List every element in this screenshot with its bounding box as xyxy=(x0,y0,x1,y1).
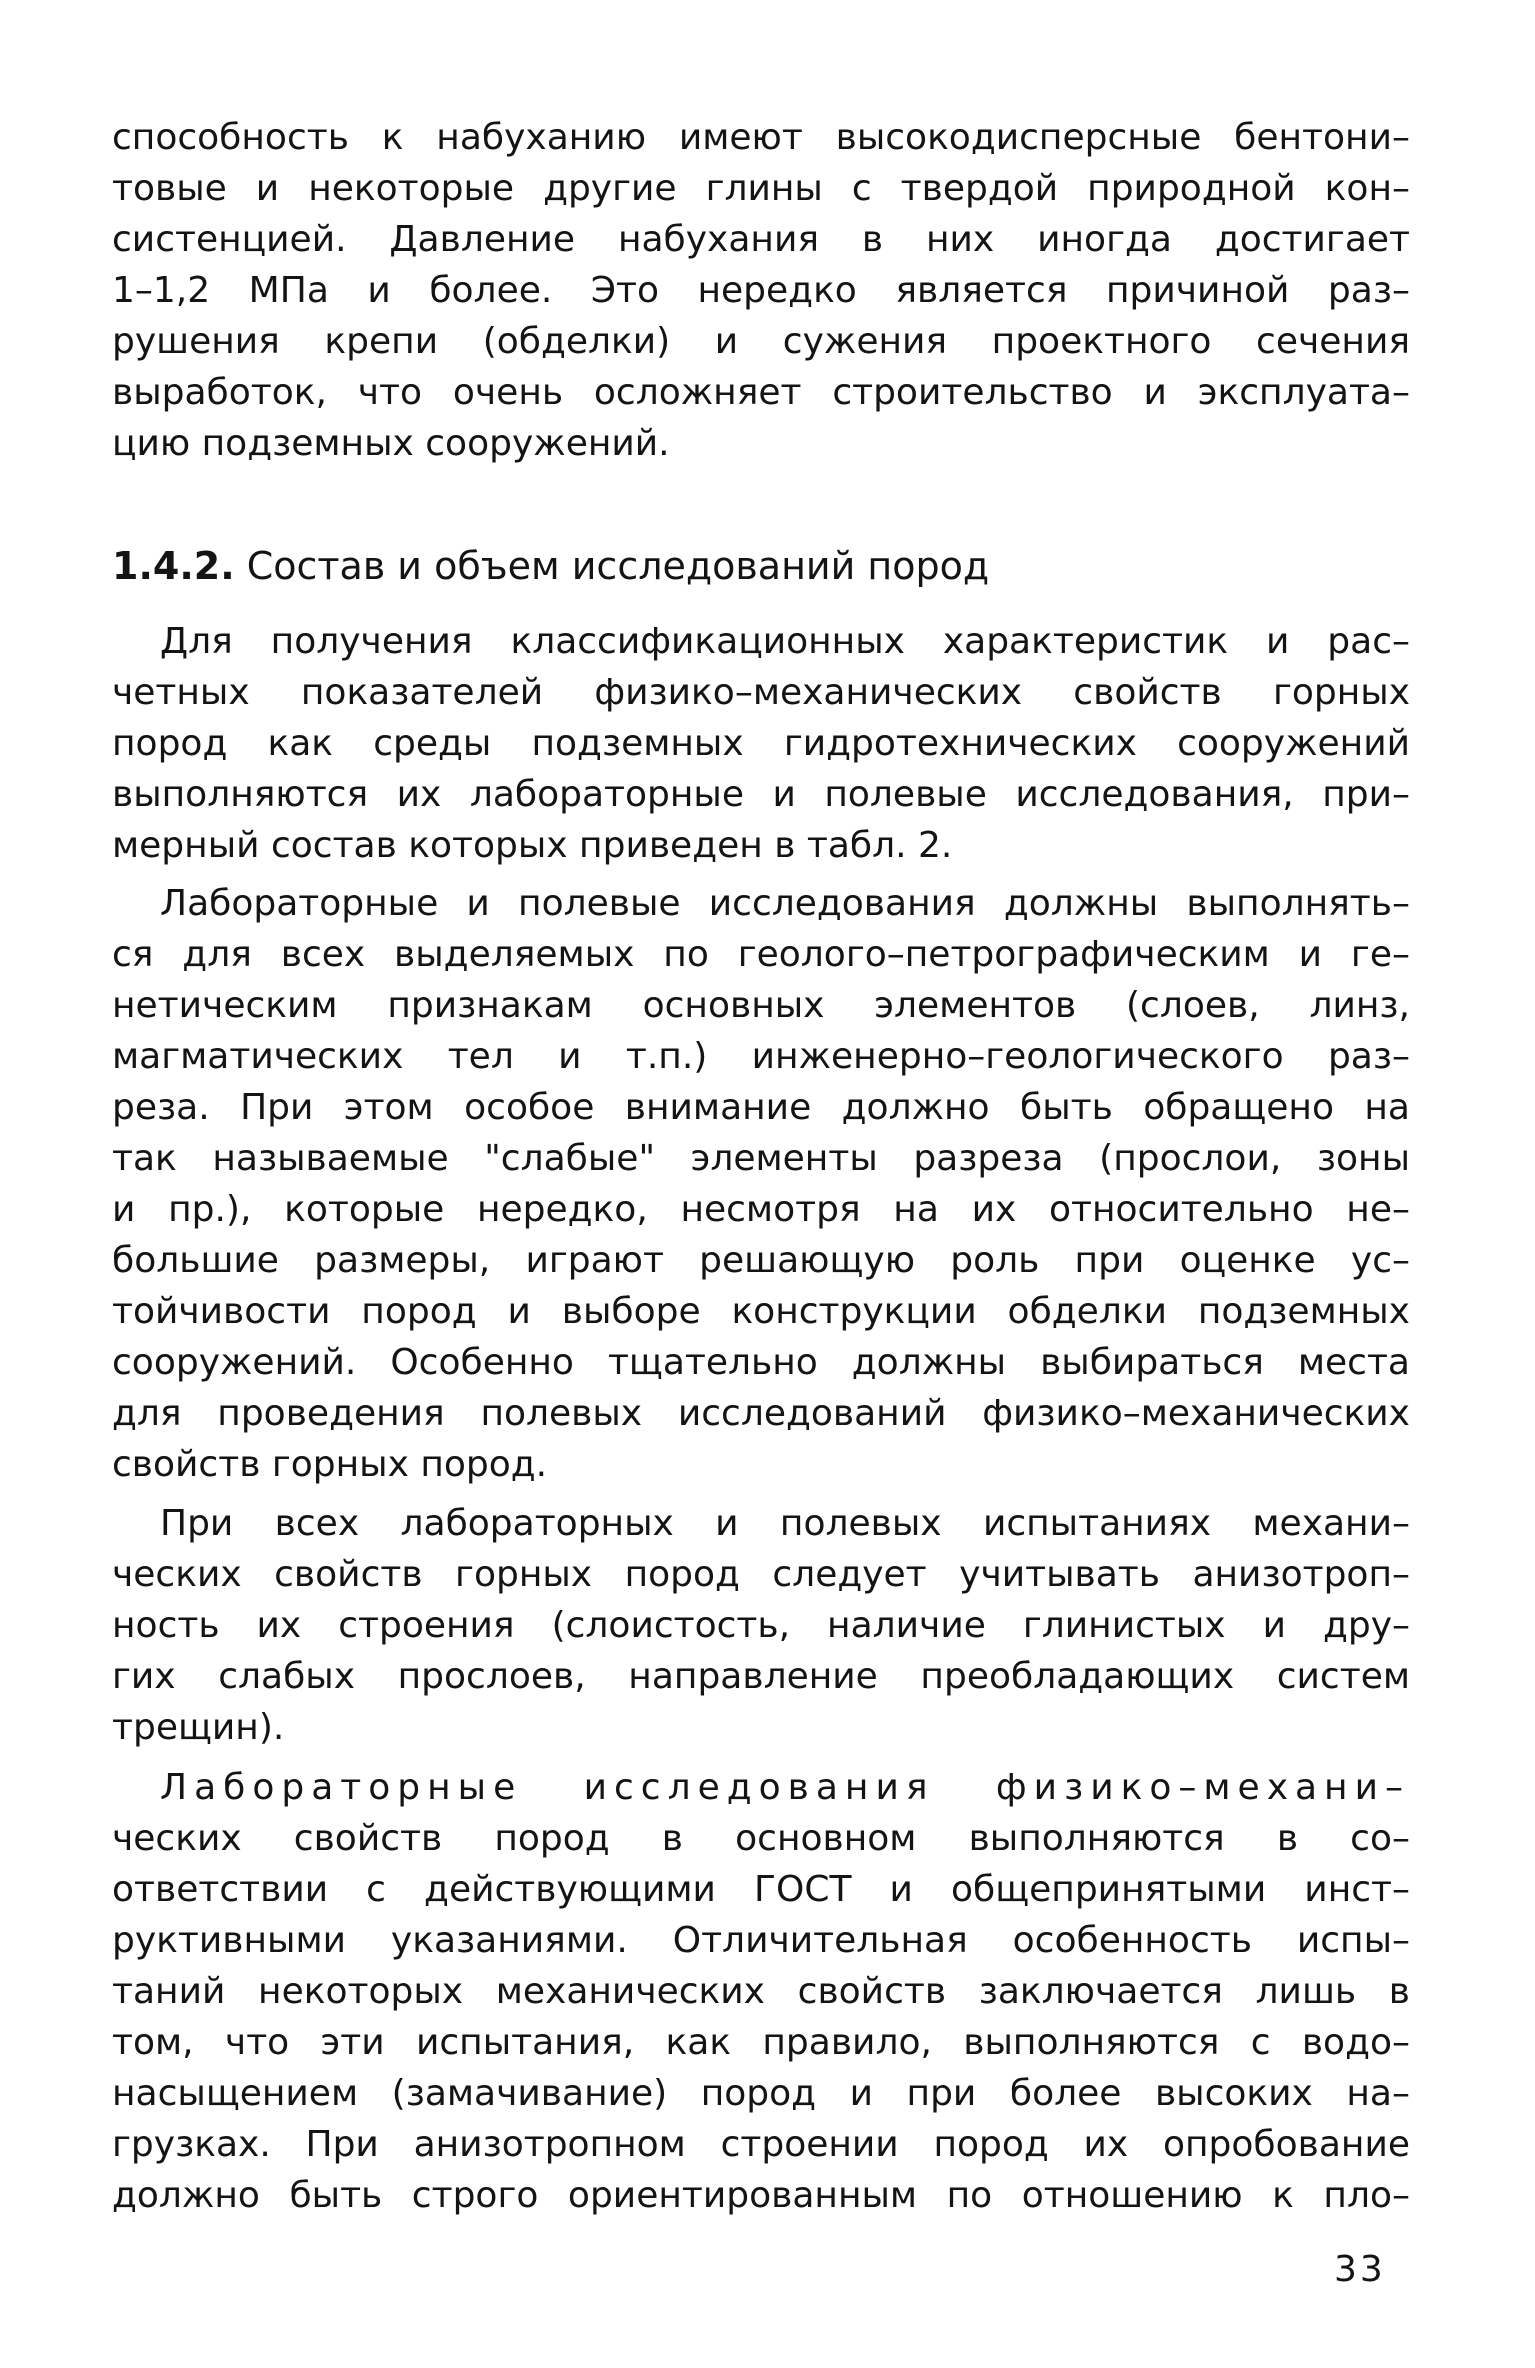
text-line: способность к набуханию имеют высокодисперсные бентони– xyxy=(112,117,1410,158)
text-line: большие размеры, играют решающую роль при оценке ус– xyxy=(112,1240,1410,1281)
section-number: 1.4.2. xyxy=(112,544,235,588)
text-line: цию подземных сооружений. xyxy=(112,423,670,464)
text-line: При всех лабораторных и полевых испытаниях механи– xyxy=(160,1503,1410,1544)
text-line: нетическим признакам основных элементов (слоев, линз, xyxy=(112,985,1410,1026)
text-line: и пр.), которые нередко, несмотря на их относительно не– xyxy=(112,1189,1410,1230)
text-line: тойчивости пород и выборе конструкции обделки подземных xyxy=(112,1291,1410,1332)
text-line: выполняются их лабораторные и полевые исследования, при– xyxy=(112,774,1410,815)
text-line: систенцией. Давление набухания в них иногда достигает xyxy=(112,219,1410,260)
text-line: товые и некоторые другие глины с твердой природной кон– xyxy=(112,168,1410,209)
text-line: ческих свойств пород в основном выполняются в со– xyxy=(112,1818,1410,1859)
text-line: Для получения классификационных характеристик и рас– xyxy=(160,621,1410,662)
text-line: реза. При этом особое внимание должно быть обращено на xyxy=(112,1087,1410,1128)
text-line: Лабораторные и полевые исследования должны выполнять– xyxy=(160,883,1410,924)
text-line: ответствии с действующими ГОСТ и общепринятыми инст– xyxy=(112,1869,1410,1910)
section-title: Состав и объем исследований пород xyxy=(246,544,990,588)
text-line: том, что эти испытания, как правило, выполняются с водо– xyxy=(112,2022,1410,2063)
text-line: мерный состав которых приведен в табл. 2. xyxy=(112,825,953,866)
text-line: должно быть строго ориентированным по отношению к пло– xyxy=(112,2175,1410,2216)
text-line: руктивными указаниями. Отличительная особенность испы– xyxy=(112,1920,1410,1961)
text-line: четных показателей физико–механических свойств горных xyxy=(112,672,1410,713)
text-line: пород как среды подземных гидротехнических сооружений xyxy=(112,723,1410,764)
text-line: ся для всех выделяемых по геолого–петрографическим и ге– xyxy=(112,934,1410,975)
text-line: гих слабых прослоев, направление преобладающих систем xyxy=(112,1656,1410,1697)
text-line: так называемые "слабые" элементы разреза (прослои, зоны xyxy=(112,1138,1410,1179)
text-line: Лабораторные исследования физико–механи– xyxy=(160,1767,1410,1808)
text-line: для проведения полевых исследований физико–механических xyxy=(112,1393,1410,1434)
text-line: свойств горных пород. xyxy=(112,1444,548,1485)
text-line: ческих свойств горных пород следует учитывать анизотроп– xyxy=(112,1554,1410,1595)
page-number: 33 xyxy=(1334,2249,1386,2290)
text-line: сооружений. Особенно тщательно должны выбираться места xyxy=(112,1342,1410,1383)
text-line: магматических тел и т.п.) инженерно–геологического раз– xyxy=(112,1036,1410,1077)
text-line: рушения крепи (обделки) и сужения проектного сечения xyxy=(112,321,1410,362)
text-line: ность их строения (слоистость, наличие глинистых и дру– xyxy=(112,1605,1410,1646)
text-line: таний некоторых механических свойств заключается лишь в xyxy=(112,1971,1410,2012)
text-line: выработок, что очень осложняет строительство и эксплуата– xyxy=(112,372,1410,413)
text-line: 1–1,2 МПа и более. Это нередко является причиной раз– xyxy=(112,270,1410,311)
section-heading xyxy=(112,540,989,592)
text-line: трещин). xyxy=(112,1707,285,1748)
text-line: насыщением (замачивание) пород и при более высоких на– xyxy=(112,2073,1410,2114)
text-line: грузках. При анизотропном строении пород их опробование xyxy=(112,2124,1410,2165)
